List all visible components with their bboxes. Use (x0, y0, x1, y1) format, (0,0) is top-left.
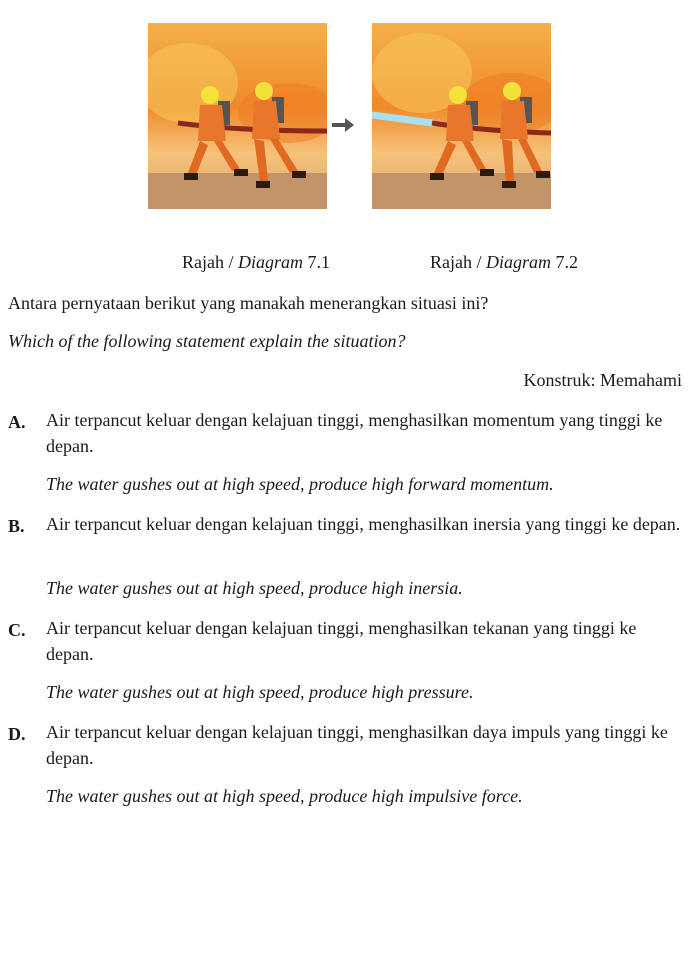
diagram-7-2-caption: Rajah / Diagram 7.2 (430, 252, 579, 272)
option-a-letter: A. (8, 412, 26, 432)
option-a-english: The water gushes out at high speed, produce high forward momentum. (46, 474, 554, 494)
option-b-malay: Air terpancut keluar dengan kelajuan tinggi, menghasilkan inersia yang tinggi ke depan. (46, 514, 681, 534)
option-c-letter: C. (8, 620, 26, 640)
option-d-english: The water gushes out at high speed, produce high impulsive force. (46, 786, 523, 806)
question-malay: Antara pernyataan berikut yang manakah menerangkan situasi ini? (8, 293, 489, 313)
option-b-english: The water gushes out at high speed, produce high inersia. (46, 578, 463, 598)
option-b-letter: B. (8, 516, 25, 536)
construct-label: Konstruk: Memahami (523, 370, 682, 390)
option-c-malay: Air terpancut keluar dengan kelajuan tinggi, menghasilkan tekanan yang tinggi ke depan. (46, 618, 637, 664)
diagram-7-1-image (148, 23, 327, 209)
option-c-english: The water gushes out at high speed, produce high pressure. (46, 682, 474, 702)
diagram-7-1-caption: Rajah / Diagram 7.1 (182, 252, 331, 272)
question-english: Which of the following statement explain the situation? (8, 331, 406, 351)
figure-row (0, 0, 692, 220)
diagram-7-2-image (372, 23, 551, 209)
right-arrow-icon (332, 118, 354, 137)
option-d-letter: D. (8, 724, 26, 744)
option-a-malay: Air terpancut keluar dengan kelajuan tinggi, menghasilkan momentum yang tinggi ke depan. (46, 410, 663, 456)
option-d-malay: Air terpancut keluar dengan kelajuan tinggi, menghasilkan daya impuls yang tinggi ke depan. (46, 722, 668, 768)
